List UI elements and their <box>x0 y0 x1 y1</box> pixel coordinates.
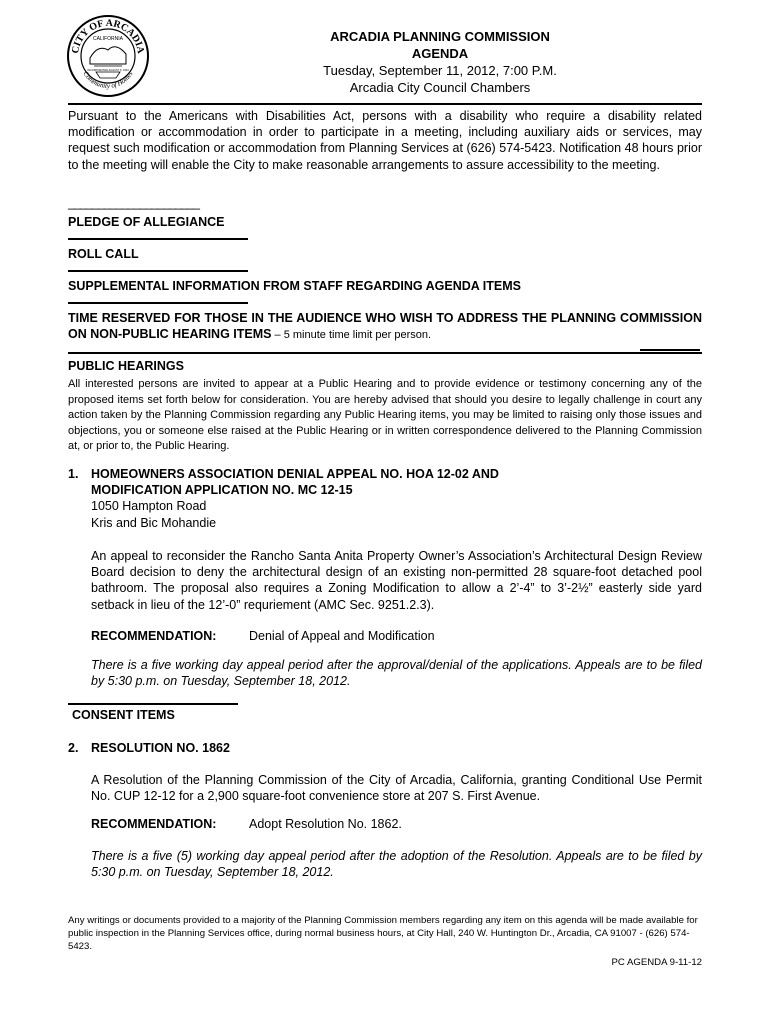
roll-call-heading: ROLL CALL <box>68 247 139 261</box>
svg-text:CALIFORNIA: CALIFORNIA <box>92 36 124 42</box>
commission-title: ARCADIA PLANNING COMMISSION <box>330 29 550 44</box>
meeting-location: Arcadia City Council Chambers <box>349 80 531 95</box>
agenda-header <box>240 28 640 96</box>
item-title: MODIFICATION APPLICATION NO. MC 12-15 <box>91 483 353 497</box>
item-description: A Resolution of the Planning Commission of the City of Arcadia, California, granting Conditional Use Permit No. CUP 12-12 for a 2,900 square-foot convenience store at 207 S. First Avenue. <box>91 773 702 804</box>
public-hearings-heading: PUBLIC HEARINGS <box>68 359 184 373</box>
pledge-heading: PLEDGE OF ALLEGIANCE <box>68 215 225 229</box>
time-reserved-title: TIME RESERVED FOR THOSE IN THE AUDIENCE WHO WISH TO ADDRESS THE PLANNING COMMISSION ON NON-PUBLIC HEARING ITEMS <box>68 311 702 341</box>
ada-notice: Pursuant to the Americans with Disabilities Act, persons with a disability who require a disability related modification or accommodation in order to participate in a meeting, including auxiliary aids or services, may request such modification or accommodation from Planning Services at (626) 574-5423. Notification 48 hours prior to the meeting will enable the City to make reasonable arrangements to assure accessibility to the meeting. <box>68 109 702 172</box>
svg-text:Community of Homes: Community of Homes <box>81 69 135 91</box>
recommendation-label: RECOMMENDATION: <box>91 817 217 831</box>
svg-text:CITY OF ARCADIA: CITY OF ARCADIA <box>69 17 147 55</box>
section-rule <box>68 352 702 354</box>
svg-text:INCORPORATED AUGUST 5, 1903: INCORPORATED AUGUST 5, 1903 <box>87 69 129 72</box>
recommendation-value: Adopt Resolution No. 1862. <box>249 817 402 831</box>
item-description: An appeal to reconsider the Rancho Santa Anita Property Owner’s Association’s Architectural Design Review Board decision to deny the architectural design of an existing non-permitted 28 square-foot detached pool bathroom. The proposal also requires a Zoning Modification to allow a 2’-4” to 3’-2½” easterly side yard setback in lieu of the 12’-0” requriement (AMC Sec. 9251.2.3). <box>91 549 702 612</box>
page-reference: PC AGENDA 9-11-12 <box>611 957 702 968</box>
time-limit-note: – 5 minute time limit per person. <box>271 329 432 341</box>
appeal-note: There is a five working day appeal period after the approval/denial of the applications. Appeals are to be filed by 5:30 p.m. on Tuesday, September 18, 2012. <box>91 658 702 689</box>
separator: ______________________ <box>68 196 199 210</box>
recommendation-label: RECOMMENDATION: <box>91 629 217 643</box>
item-title: HOMEOWNERS ASSOCIATION DENIAL APPEAL NO. HOA 12-02 AND <box>91 467 499 481</box>
appeal-note: There is a five (5) working day appeal period after the adoption of the Resolution. Appeals are to be filed by 5:30 p.m. on Tuesday, September 18, 2012. <box>91 849 702 880</box>
consent-items-heading: CONSENT ITEMS <box>72 708 175 722</box>
item-applicants: Kris and Bic Mohandie <box>91 516 217 530</box>
section-rule <box>68 238 248 240</box>
section-rule <box>68 302 248 304</box>
item-number: 2. <box>68 741 79 755</box>
public-hearings-text: All interested persons are invited to appear at a Public Hearing and to provide evidence or testimony concerning any of the proposed items set forth below for consideration. You are hereby advised that should you desire to legally challenge in court any action taken by the Planning Commission regarding any Public Hearing items, you may be limited to raising only those issues and objections, you or someone else raised at the Public Hearing or in written correspondence delivered to the Planning Commission at, or prior to, the Public Hearing. <box>68 378 702 452</box>
section-rule <box>640 349 700 351</box>
header-rule <box>68 103 702 105</box>
agenda-title: AGENDA <box>411 46 469 61</box>
item-title: RESOLUTION NO. 1862 <box>91 741 230 755</box>
recommendation-value: Denial of Appeal and Modification <box>249 629 435 643</box>
meeting-datetime: Tuesday, September 11, 2012, 7:00 P.M. <box>323 63 557 78</box>
section-rule <box>68 703 238 705</box>
footer-note: Any writings or documents provided to a majority of the Planning Commission members regarding any item on this agenda will be made available for public inspection in the Planning Services office, during normal business hours, at City Hall, 240 W. Huntington Dr., Arcadia, CA 91007 - (626) 574-5423. <box>68 915 698 952</box>
supplemental-heading: SUPPLEMENTAL INFORMATION FROM STAFF REGARDING AGENDA ITEMS <box>68 279 521 293</box>
city-seal-logo <box>66 14 150 98</box>
time-reserved-heading <box>68 310 702 343</box>
section-rule <box>68 270 248 272</box>
item-number: 1. <box>68 467 79 481</box>
item-address: 1050 Hampton Road <box>91 499 207 513</box>
